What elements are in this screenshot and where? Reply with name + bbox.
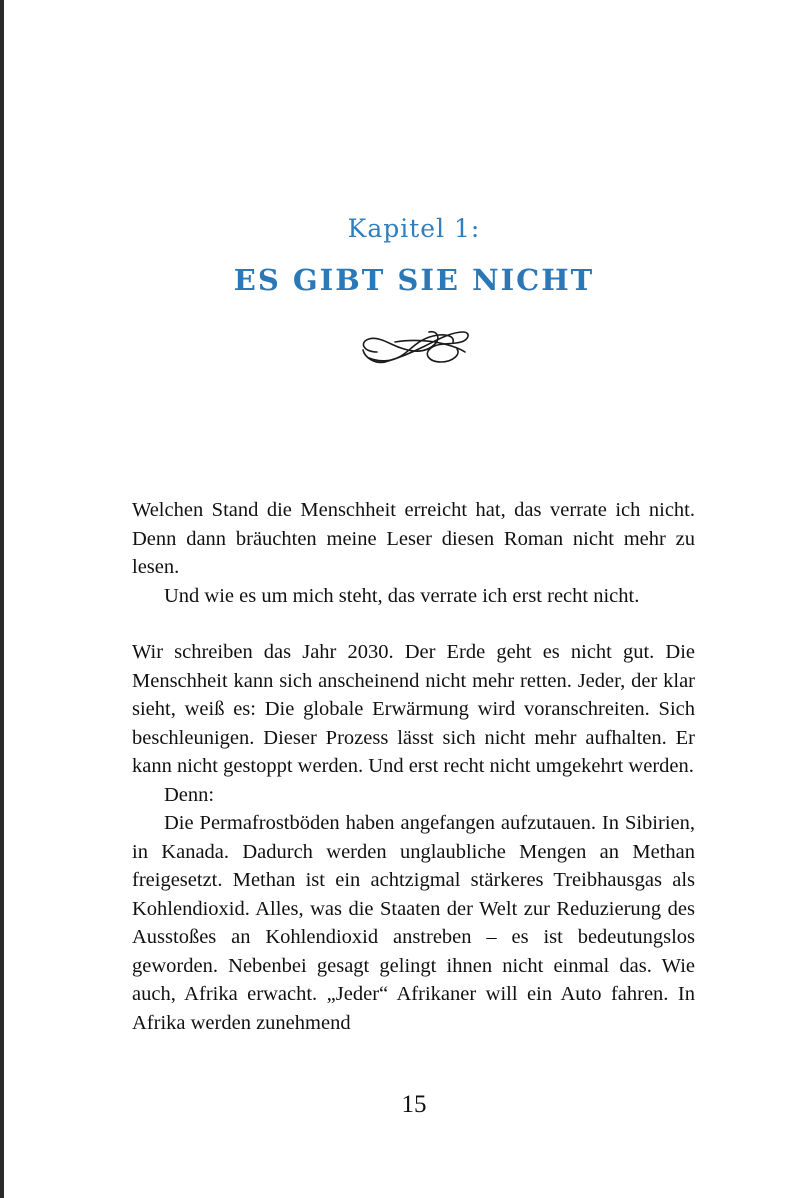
paragraph: Wir schreiben das Jahr 2030. Der Erde geht es nicht gut. Die Menschheit kann sich anscheinend nicht mehr retten. Jeder, der klar sieht, weiß es: Die globale Erwärmung wird voranschreiten. Sich beschleunigen. Dieser Prozess lässt sich nicht mehr aufhalten. Er kann nicht gestoppt werden. Und erst recht nicht umgekehrt werden. <box>132 641 695 777</box>
text-block-intro <box>132 496 695 610</box>
page-edge <box>0 0 4 1198</box>
flourish-ornament-icon <box>355 322 470 370</box>
paragraph: Welchen Stand die Menschheit erreicht hat, das verrate ich nicht. Denn dann bräuchten meine Leser diesen Roman nicht mehr zu lesen. <box>132 499 695 578</box>
page-number: 15 <box>401 1091 427 1118</box>
paragraph: Die Permafrostböden haben angefangen aufzutauen. In Sibirien, in Kanada. Dadurch werden unglaubliche Mengen an Methan freigesetzt. Methan ist ein achtzigmal stärkeres Treibhausgas als Kohlendioxid. Alles, was die Staaten der Welt zur Reduzierung des Ausstoßes an Kohlendioxid anstreben – es ist bedeutungslos geworden. Nebenbei gesagt gelingt ihnen nicht einmal das. Wie auch, Afrika erwacht. „Jeder“ Afrikaner will ein Auto fahren. In Afrika werden zunehmend <box>132 812 695 1034</box>
paragraph: Denn: <box>164 783 215 806</box>
chapter-title: ES GIBT SIE NICHT <box>233 263 595 297</box>
paragraph: Und wie es um mich steht, das verrate ich erst recht nicht. <box>164 584 640 607</box>
chapter-label: Kapitel 1: <box>347 214 481 243</box>
text-block-main <box>132 638 695 1037</box>
